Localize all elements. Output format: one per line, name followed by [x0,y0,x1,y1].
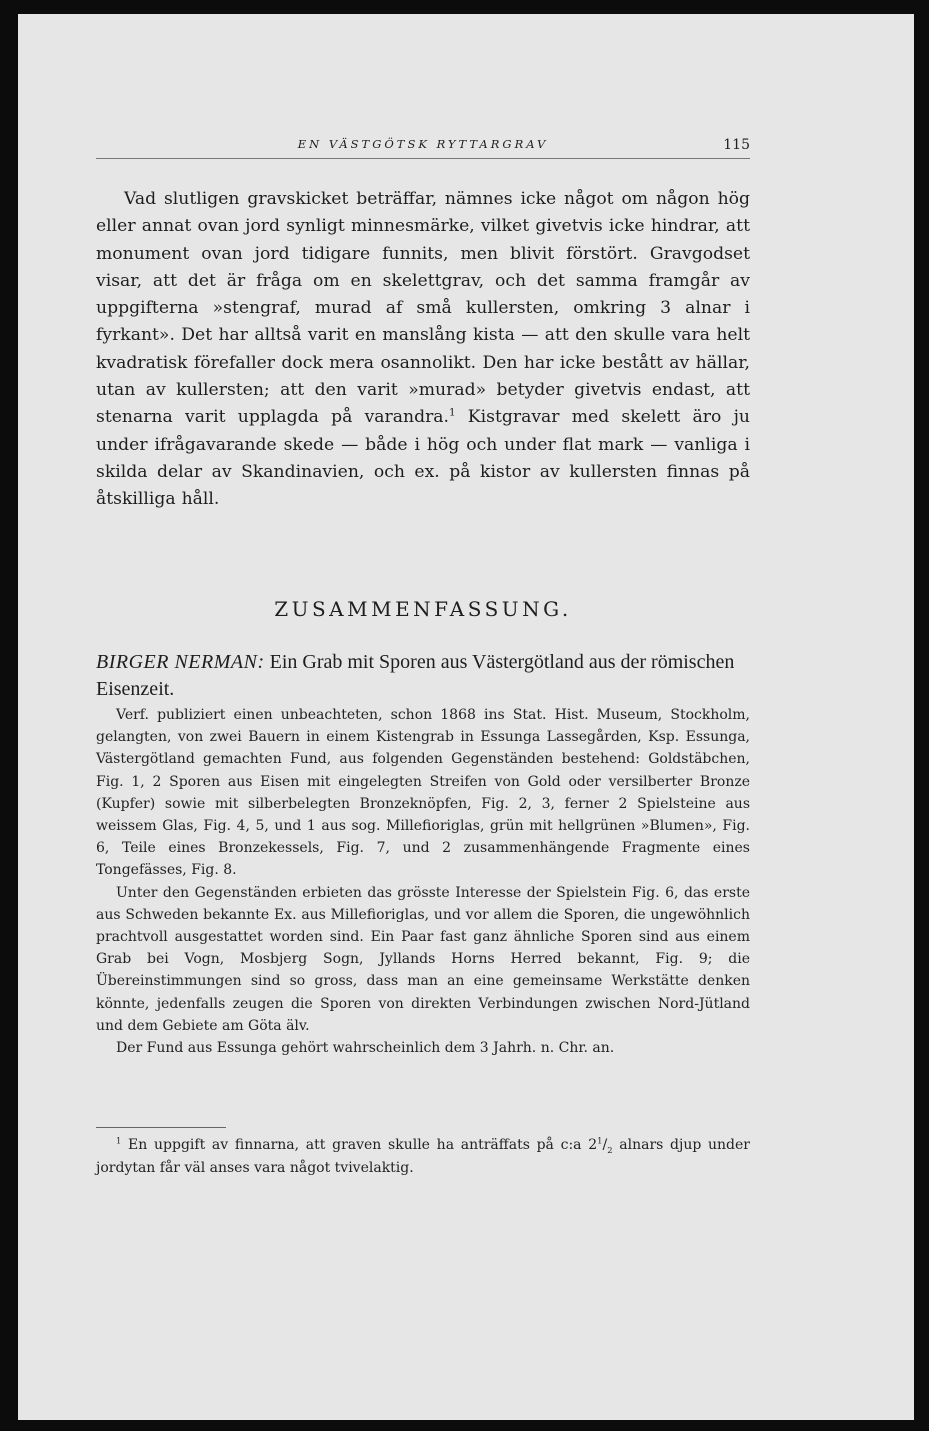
page-number: 115 [723,137,750,153]
summary-paragraph: Verf. publiziert einen unbeachteten, schon 1868 ins Stat. Hist. Museum, Stockholm, gelangten, von zwei Bauern in einem Kistengrab in Essunga Lassegården, Ksp. Essunga, Västergötland gemachten Fund, aus folgenden Gegenständen bestehend: Goldstäbchen, Fig. 1, 2 Sporen aus Eisen mit eingelegten Streifen von Gold oder versilberter Bronze (Kupfer) sowie mit silberbelegten Bronzeknöpfen, Fig. 2, 3, ferner 2 Spielsteine aus weissem Glas, Fig. 4, 5, und 1 aus sog. Millefioriglas, grün mit hellgrünen »Blumen», Fig. 6, Teile eines Bronzekessels, Fig. 7, und 2 zusammenhängende Fragmente eines Tongefässes, Fig. 8. [96,707,750,879]
footnote-reference: 1 [449,406,456,419]
summary-paragraph: Unter den Gegenständen erbieten das grösste Interesse der Spielstein Fig. 6, das erste aus Schweden bekannte Ex. aus Millefioriglas, und vor allem die Sporen, die ungewöhnlich prachtvoll ausgestattet worden sind. Ein Paar fast ganz ähnliche Sporen sind aus einem Grab bei Vogn, Mosbjerg Sogn, Jyllands Horns Herred bekannt, Fig. 9; die Übereinstimmungen sind so gross, dass man an eine gemeinsame Werkstätte denken könnte, jedenfalls zeugen die Sporen von direkten Verbindungen zwischen Nord-Jütland und dem Gebiete am Göta älv. [96,884,750,1034]
summary-author: BIRGER NERMAN: [96,651,265,673]
summary-body [96,704,750,1059]
swedish-text-before: Vad slutligen gravskicket beträffar, nämnes icke något om någon hög eller annat ovan jord synligt minnesmärke, vilket givetvis icke hindrar, att monument ovan jord tidigare funnits, men blivit förstört. Gravgodset visar, att det är fråga om en skelettgrav, och det samma framgår av uppgifterna »stengraf, murad af små kullersten, omkring 3 alnar i fyrkant». Det har alltså varit en manslång kista — att den skulle vara helt kvadratisk förefaller dock mera osannolikt. Den har icke bestått av hällar, utan av kullersten; att den varit »murad» betyder givetvis endast, att stenarna varit upplagda på varandra. [96,189,750,428]
fraction-denominator: 2 [607,1144,613,1155]
footnote-marker: 1 [116,1135,122,1146]
swedish-paragraph [96,186,750,514]
footnote-text-before: En uppgift av finnarna, att graven skulle ha anträffats på c:a 2 [121,1137,598,1153]
summary-heading: ZUSAMMENFASSUNG. [274,597,572,621]
fraction-numerator: 1 [597,1135,603,1146]
footnote-text-after: alnars djup under jordytan får väl anses vara något tvivelaktig. [96,1137,751,1176]
book-page [18,14,914,1420]
footnote [96,1134,750,1179]
running-title: EN VÄSTGÖTSK RYTTARGRAV [297,137,549,151]
fraction: $^1/_2$ [597,1135,613,1155]
footnote-rule [96,1127,226,1128]
summary-title [96,649,750,703]
summary-article-title: Ein Grab mit Sporen aus Västergötland aus der römischen Eisenzeit. [96,651,735,700]
swedish-text-after: Kistgravar med skelett äro ju under ifrågavarande skede — både i hög och under flat mark — vanliga i skilda delar av Skandinavien, och ex. på kistor av kullersten finnas på åtskilliga håll. [96,407,750,510]
running-head [96,134,750,159]
summary-paragraph: Der Fund aus Essunga gehört wahrscheinlich dem 3 Jahrh. n. Chr. an. [116,1040,615,1057]
